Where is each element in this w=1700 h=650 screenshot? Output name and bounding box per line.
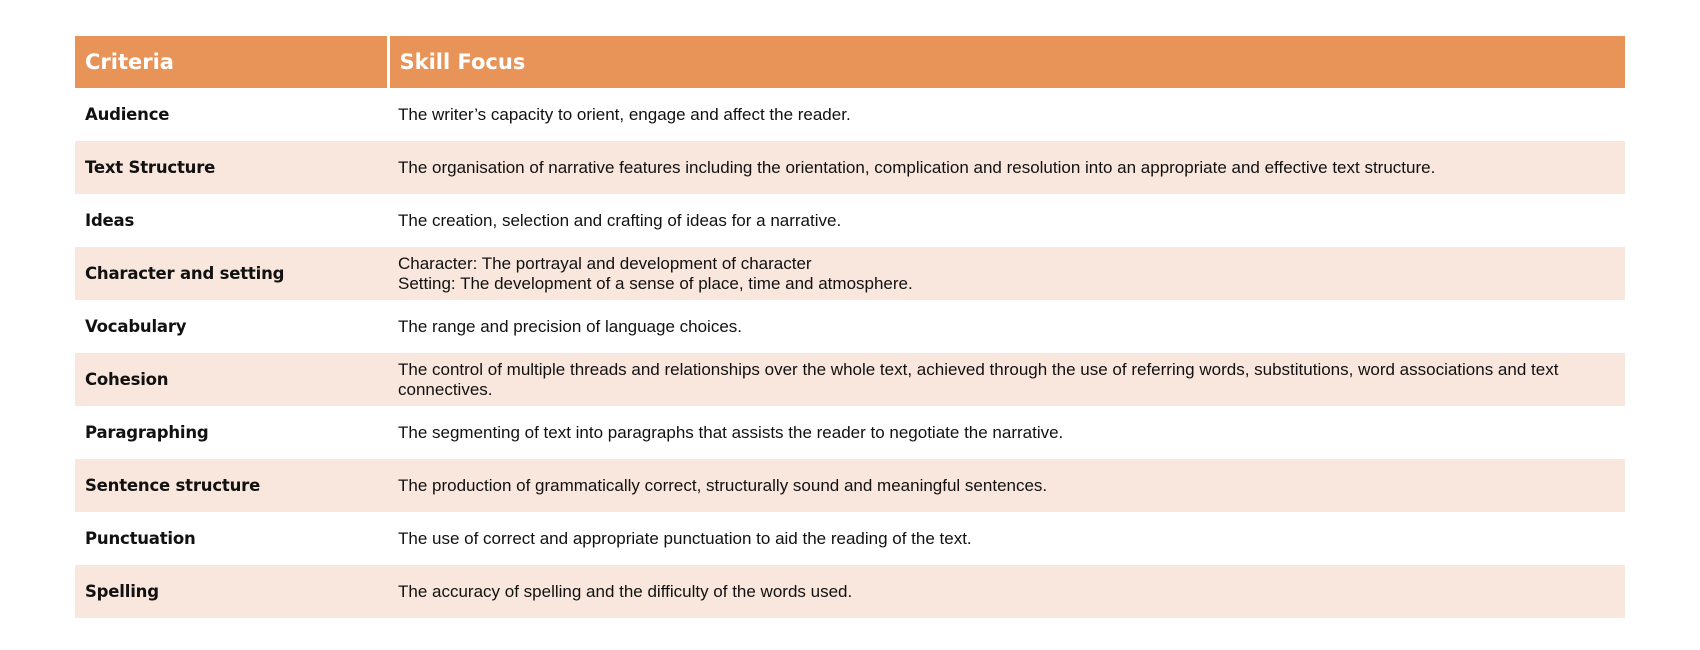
criteria-cell: Audience	[85, 104, 170, 124]
skill-focus-text: The creation, selection and crafting of ideas for a narrative.	[398, 210, 842, 230]
header-criteria: Criteria	[75, 36, 388, 88]
criteria-cell: Text Structure	[75, 141, 388, 194]
header-row	[75, 36, 1625, 88]
skill-focus-text: Setting: The development of a sense of place, time and atmosphere.	[398, 273, 913, 293]
skill-focus-cell	[388, 565, 1625, 618]
criteria-cell: Cohesion	[75, 353, 388, 406]
criteria-cell: Vocabulary	[85, 316, 187, 336]
skill-focus-cell	[388, 194, 1625, 247]
table-row	[75, 353, 1625, 406]
table-header	[75, 36, 1625, 88]
criteria-cell: Paragraphing	[85, 422, 209, 442]
criteria-cell: Ideas	[85, 210, 135, 230]
table-row	[75, 565, 1625, 618]
skill-focus-text: The accuracy of spelling and the difficulty of the words used.	[398, 581, 853, 601]
skill-focus-text: The production of grammatically correct, structurally sound and meaningful sentences.	[398, 475, 1048, 495]
table-row	[75, 194, 1625, 247]
skill-focus-cell	[388, 247, 1625, 300]
table-body	[75, 88, 1625, 618]
table-row	[75, 141, 1625, 194]
skill-focus-cell	[388, 353, 1625, 406]
skill-focus-text: The use of correct and appropriate punctuation to aid the reading of the text.	[398, 528, 972, 548]
criteria-cell: Character and setting	[75, 247, 388, 300]
criteria-cell: Spelling	[75, 565, 388, 618]
skill-focus-cell	[388, 300, 1625, 353]
skill-focus-cell	[388, 141, 1625, 194]
table-row	[75, 300, 1625, 353]
table-row	[75, 459, 1625, 512]
criteria-table	[75, 36, 1625, 618]
header-skill-focus: Skill Focus	[388, 36, 1625, 88]
criteria-cell: Punctuation	[85, 528, 196, 548]
skill-focus-text: The range and precision of language choices.	[398, 316, 743, 336]
criteria-table-container	[75, 36, 1625, 618]
table-row	[75, 512, 1625, 565]
table-row	[75, 247, 1625, 300]
skill-focus-cell	[388, 406, 1625, 459]
skill-focus-text: Character: The portrayal and development of character	[398, 253, 812, 273]
skill-focus-cell	[388, 459, 1625, 512]
criteria-cell: Sentence structure	[75, 459, 388, 512]
skill-focus-cell	[388, 512, 1625, 565]
skill-focus-cell	[388, 88, 1625, 141]
skill-focus-text: The organisation of narrative features including the orientation, complication and resolution into an appropriate and effective text structure.	[398, 157, 1436, 177]
table-row	[75, 88, 1625, 141]
skill-focus-text: The control of multiple threads and relationships over the whole text, achieved through the use of referring words, substitutions, word associations and text connectives.	[398, 359, 1559, 399]
skill-focus-text: The segmenting of text into paragraphs that assists the reader to negotiate the narrative.	[398, 422, 1064, 442]
table-row	[75, 406, 1625, 459]
skill-focus-text: The writer’s capacity to orient, engage and affect the reader.	[398, 104, 851, 124]
